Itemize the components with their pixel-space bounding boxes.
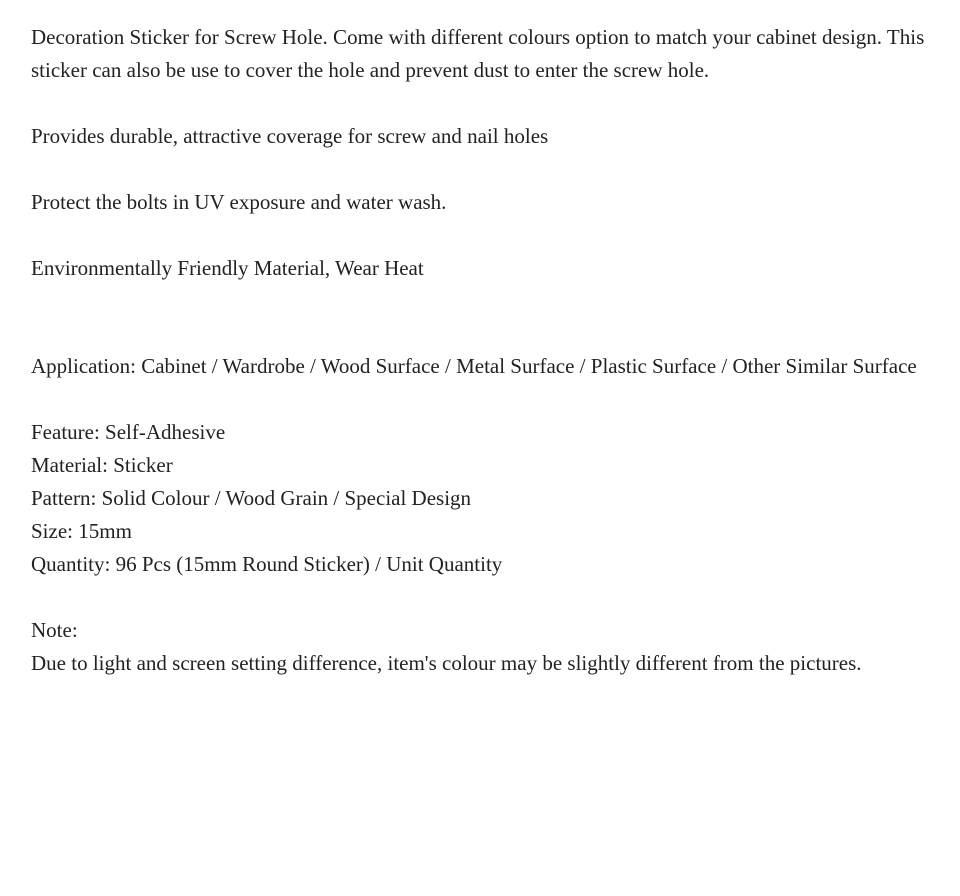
benefit-coverage: Provides durable, attractive coverage for screw and nail holes: [31, 124, 549, 148]
spacer: [31, 383, 931, 416]
note-section: [31, 614, 931, 680]
spec-quantity: Quantity: 96 Pcs (15mm Round Sticker) / Unit Quantity: [31, 552, 503, 576]
spec-material: Material: Sticker: [31, 453, 173, 477]
benefit-protection: Protect the bolts in UV exposure and water wash.: [31, 190, 447, 214]
spec-feature: Feature: Self-Adhesive: [31, 420, 226, 444]
spec-size: Size: 15mm: [31, 519, 132, 543]
spacer: [31, 581, 931, 614]
product-description: [31, 21, 931, 680]
intro-paragraph: Decoration Sticker for Screw Hole. Come with different colours option to match your cabinet design. This sticker can also be use to cover the hole and prevent dust to enter the screw hole.: [31, 25, 925, 82]
note-label: Note:: [31, 618, 78, 642]
spacer: [31, 219, 931, 252]
spacer: [31, 153, 931, 186]
note-text: Due to light and screen setting difference, item's colour may be slightly different from the pictures.: [31, 651, 862, 675]
spacer: [31, 285, 931, 350]
spec-pattern: Pattern: Solid Colour / Wood Grain / Special Design: [31, 486, 472, 510]
spec-list: [31, 416, 931, 581]
benefit-material: Environmentally Friendly Material, Wear Heat: [31, 256, 424, 280]
spec-application: Application: Cabinet / Wardrobe / Wood Surface / Metal Surface / Plastic Surface / Other Similar Surface: [31, 354, 917, 378]
spacer: [31, 87, 931, 120]
